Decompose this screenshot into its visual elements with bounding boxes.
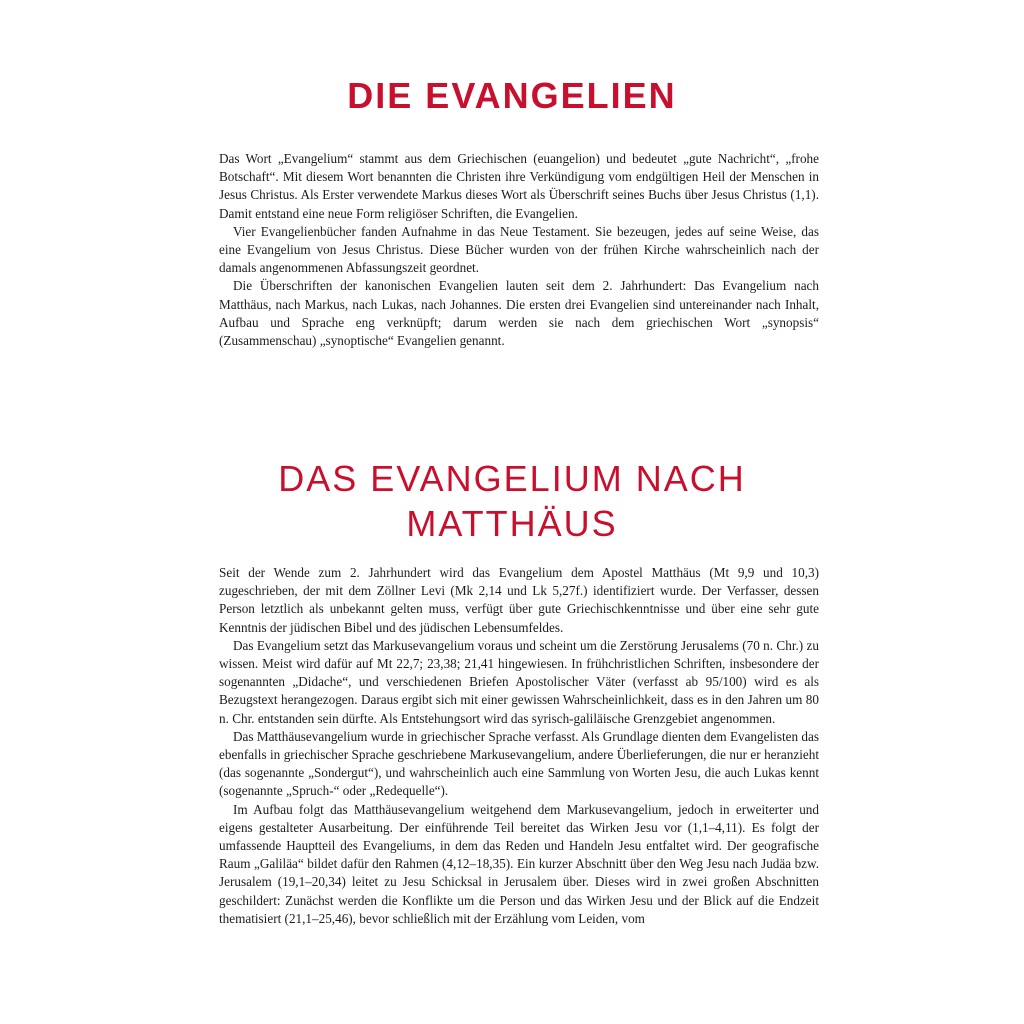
paragraph: Seit der Wende zum 2. Jahrhundert wird das Evangelium dem Apostel Matthäus (Mt 9,9 und 10,3) zugeschrieben, der mit dem Zöllner Levi (Mk 2,14 und Lk 5,27f.) identifiziert wurde. Der Verfasser, dessen Person letztlich als unbekannt gelten muss, verfügt über gute Griechischkenntnisse und über eine sehr gute Kenntnis der jüdischen Bibel und des jüdischen Lebensumfeldes. (219, 565, 819, 635)
title-line: MATTHÄUS (406, 503, 618, 544)
paragraph: Vier Evangelienbücher fanden Aufnahme in das Neue Testament. Sie bezeugen, jedes auf seine Weise, das eine Evangelium von Jesus Christus. Diese Bücher wurden von der frühen Kirche wahrscheinlich nach der damals angenommenen Abfassungszeit geordnet. (219, 223, 819, 276)
section-matthaeus-body (219, 564, 819, 928)
paragraph: Im Aufbau folgt das Matthäusevangelium weitgehend dem Markusevangelium, jedoch in erweiterter und eigens gestalteter Ausarbeitung. Der einführende Teil bereitet das Wirken Jesu vor (1,1–4,11). Es folgt der umfassende Hauptteil des Evangeliums, in dem das Reden und Handeln Jesu entfaltet wird. Der geografische Raum „Galiläa“ bildet dafür den Rahmen (4,12–18,35). Ein kurzer Abschnitt über den Weg Jesu nach Judäa bzw. Jerusalem (19,1–20,34) leitet zu Jesu Schicksal in Jerusalem über. Dieses wird in zwei großen Abschnitten geschildert: Zunächst werden die Konflikte um die Person und das Wirken Jesu und der Blick auf die Endzeit thematisiert (21,1–25,46), bevor schließlich mit der Erzählung vom Leiden, vom (219, 801, 819, 926)
section-title-matthaeus (0, 456, 1024, 546)
paragraph: Die Überschriften der kanonischen Evangelien lauten seit dem 2. Jahrhundert: Das Evangelium nach Matthäus, nach Markus, nach Lukas, nach Johannes. Die ersten drei Evangelien sind untereinander nach Inhalt, Aufbau und Sprache eng verknüpft; darum werden sie nach dem griechischen Wort „synopsis“ (Zusammenschau) „synoptische“ Evangelien genannt. (219, 278, 819, 349)
paragraph: Das Evangelium setzt das Markusevangelium voraus und scheint um die Zerstörung Jerusalems (70 n. Chr.) zu wissen. Meist wird dafür auf Mt 22,7; 23,38; 21,41 hingewiesen. In frühchristlichen Schriften, insbesondere der sogenannten „Didache“, und verschiedenen Briefen Apostolischer Väter (verfasst ab 95/100) wird es als Bezugstext herangezogen. Daraus ergibt sich mit einer gewissen Wahrscheinlichkeit, dass es in den Jahren um 80 n. Chr. entstanden sein dürfte. Als Entstehungsort wird das syrisch-galiläische Grenzgebiet angenommen. (219, 637, 819, 726)
section-evangelien-body (219, 150, 819, 350)
title-line: DAS EVANGELIUM NACH (278, 458, 746, 499)
paragraph: Das Matthäusevangelium wurde in griechischer Sprache verfasst. Als Grundlage dienten dem Evangelisten das ebenfalls in griechischer Sprache geschriebene Markusevangelium, andere Überlieferungen, die nur er heranzieht (das sogenannte „Sondergut“), und wahrscheinlich auch eine Sammlung von Worten Jesu, die auch Lukas kennt (sogenannte „Spruch-“ oder „Redequelle“). (219, 728, 819, 799)
section-title-evangelien: DIE EVANGELIEN (347, 75, 677, 116)
paragraph: Das Wort „Evangelium“ stammt aus dem Griechischen (euangelion) und bedeutet „gute Nachricht“, „frohe Botschaft“. Mit diesem Wort benannten die Christen ihre Verkündigung vom endgültigen Heil der Menschen in Jesus Christus. Als Erster verwendete Markus dieses Wort als Überschrift seines Buchs über Jesus Christus (1,1). Damit entstand eine neue Form religiöser Schriften, die Evangelien. (219, 151, 819, 221)
